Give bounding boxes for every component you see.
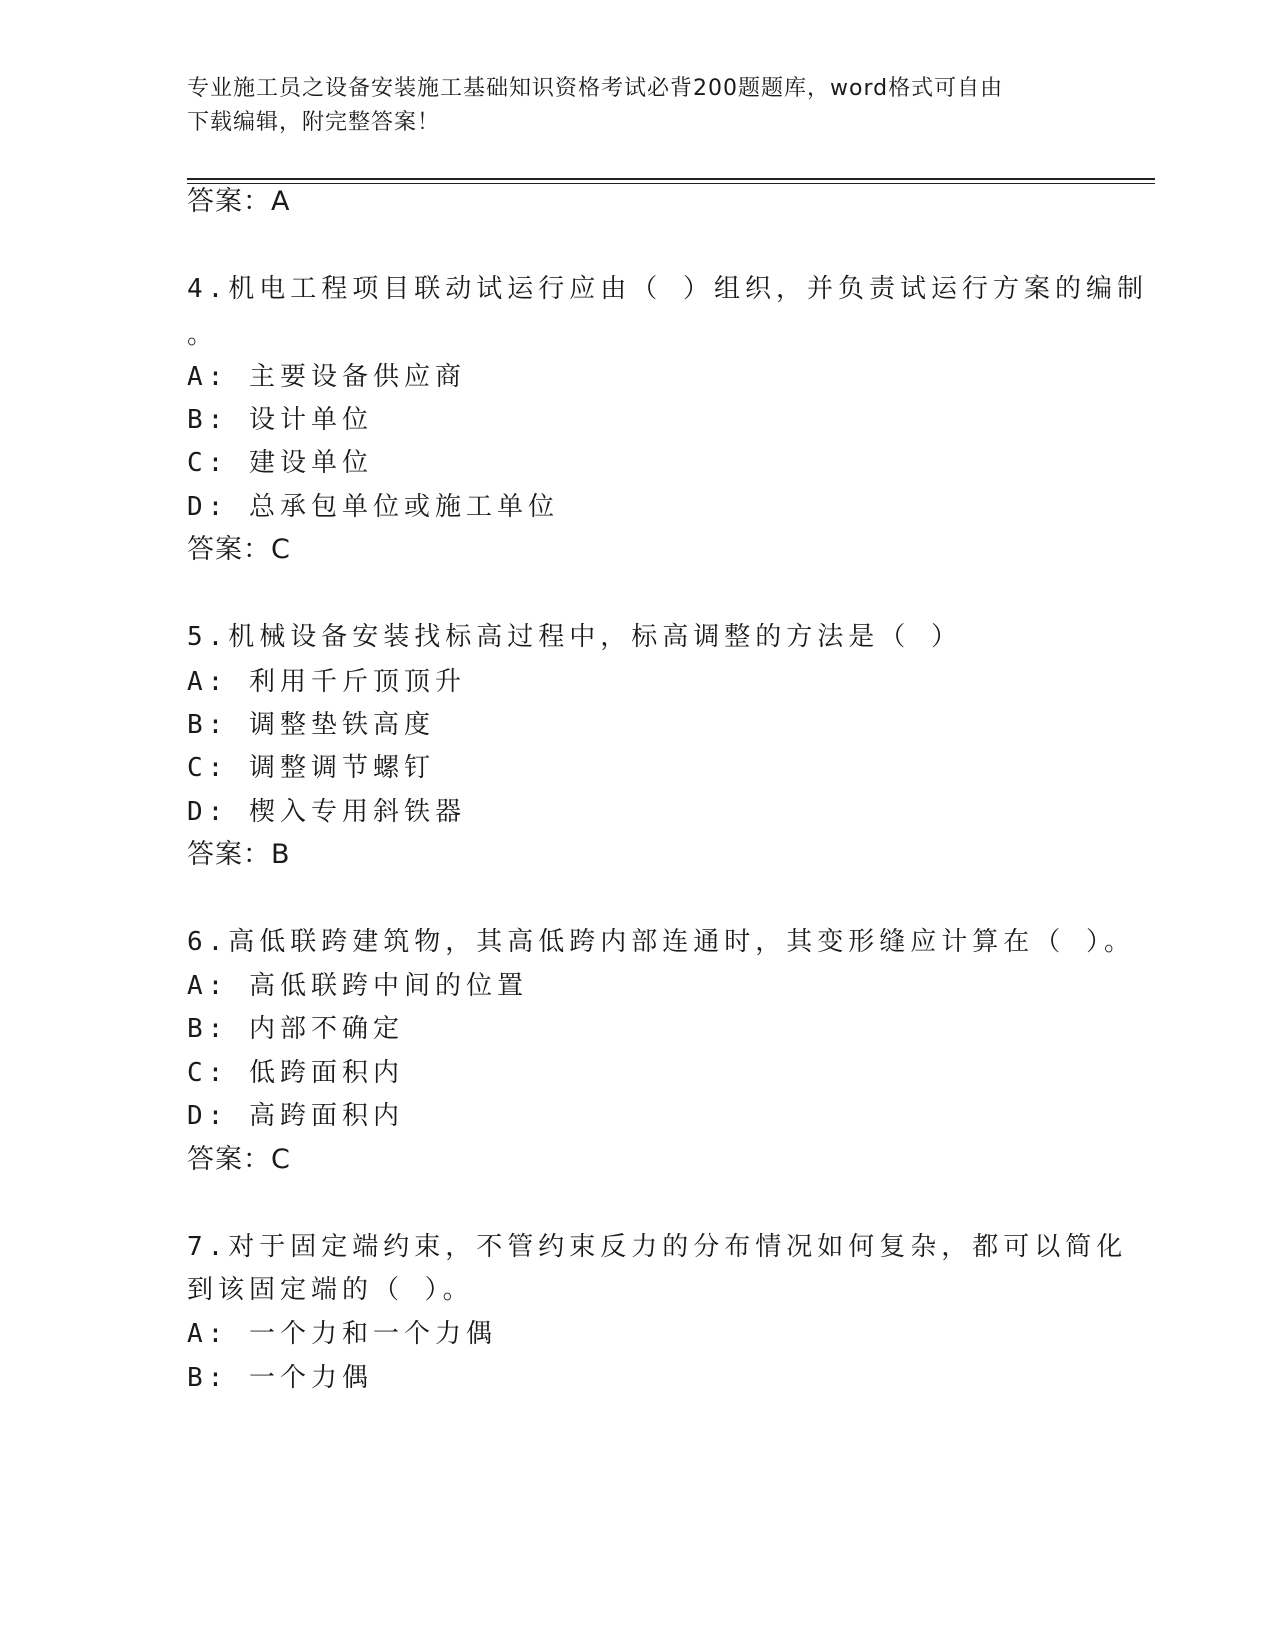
- question-7-stem-line-1: 7.对于固定端约束，不管约束反力的分布情况如何复杂，都可以简化: [187, 1232, 1128, 1262]
- document-header: [187, 72, 1067, 140]
- question-5-option-c: C: 调整调节螺钉: [187, 753, 435, 783]
- header-divider-thick: [187, 178, 1155, 180]
- question-6-stem-line-1: 6.高低联跨建筑物，其高低跨内部连通时，其变形缝应计算在（ ）。: [187, 927, 1135, 957]
- question-4-option-c: C: 建设单位: [187, 448, 373, 478]
- header-line-1: 专业施工员之设备安装施工基础知识资格考试必背200题题库，word格式可自由: [187, 76, 1004, 101]
- question-6-option-c: C: 低跨面积内: [187, 1058, 404, 1088]
- question-4-option-d: D: 总承包单位或施工单位: [187, 492, 559, 522]
- question-6-option-b: B: 内部不确定: [187, 1014, 404, 1044]
- question-5-stem-line-1: 5.机械设备安装找标高过程中，标高调整的方法是（ ）: [187, 622, 962, 652]
- document-page: [187, 0, 1157, 1650]
- question-5-option-a: A: 利用千斤顶顶升: [187, 667, 466, 697]
- question-4-stem-line-2: 。: [187, 320, 219, 350]
- question-5-option-b: B: 调整垫铁高度: [187, 710, 435, 740]
- question-4-stem-line-1: 4.机电工程项目联动试运行应由（ ）组织，并负责试运行方案的编制: [187, 274, 1148, 304]
- question-6-option-a: A: 高低联跨中间的位置: [187, 971, 528, 1001]
- question-7-option-b: B: 一个力偶: [187, 1363, 373, 1393]
- question-4-option-a: A: 主要设备供应商: [187, 362, 466, 392]
- question-7-stem-line-2: 到该固定端的（ ）。: [187, 1275, 474, 1305]
- header-divider-thin: [187, 183, 1155, 184]
- question-6-answer: 答案：C: [187, 1144, 291, 1175]
- question-5-option-d: D: 楔入专用斜铁器: [187, 797, 466, 827]
- answer-previous: 答案：A: [187, 186, 291, 217]
- question-5-answer: 答案：B: [187, 839, 291, 870]
- question-6-option-d: D: 高跨面积内: [187, 1101, 404, 1131]
- question-4-option-b: B: 设计单位: [187, 405, 373, 435]
- question-4-answer: 答案：C: [187, 534, 291, 565]
- header-line-2: 下载编辑，附完整答案！: [187, 110, 441, 135]
- question-7-option-a: A: 一个力和一个力偶: [187, 1319, 497, 1349]
